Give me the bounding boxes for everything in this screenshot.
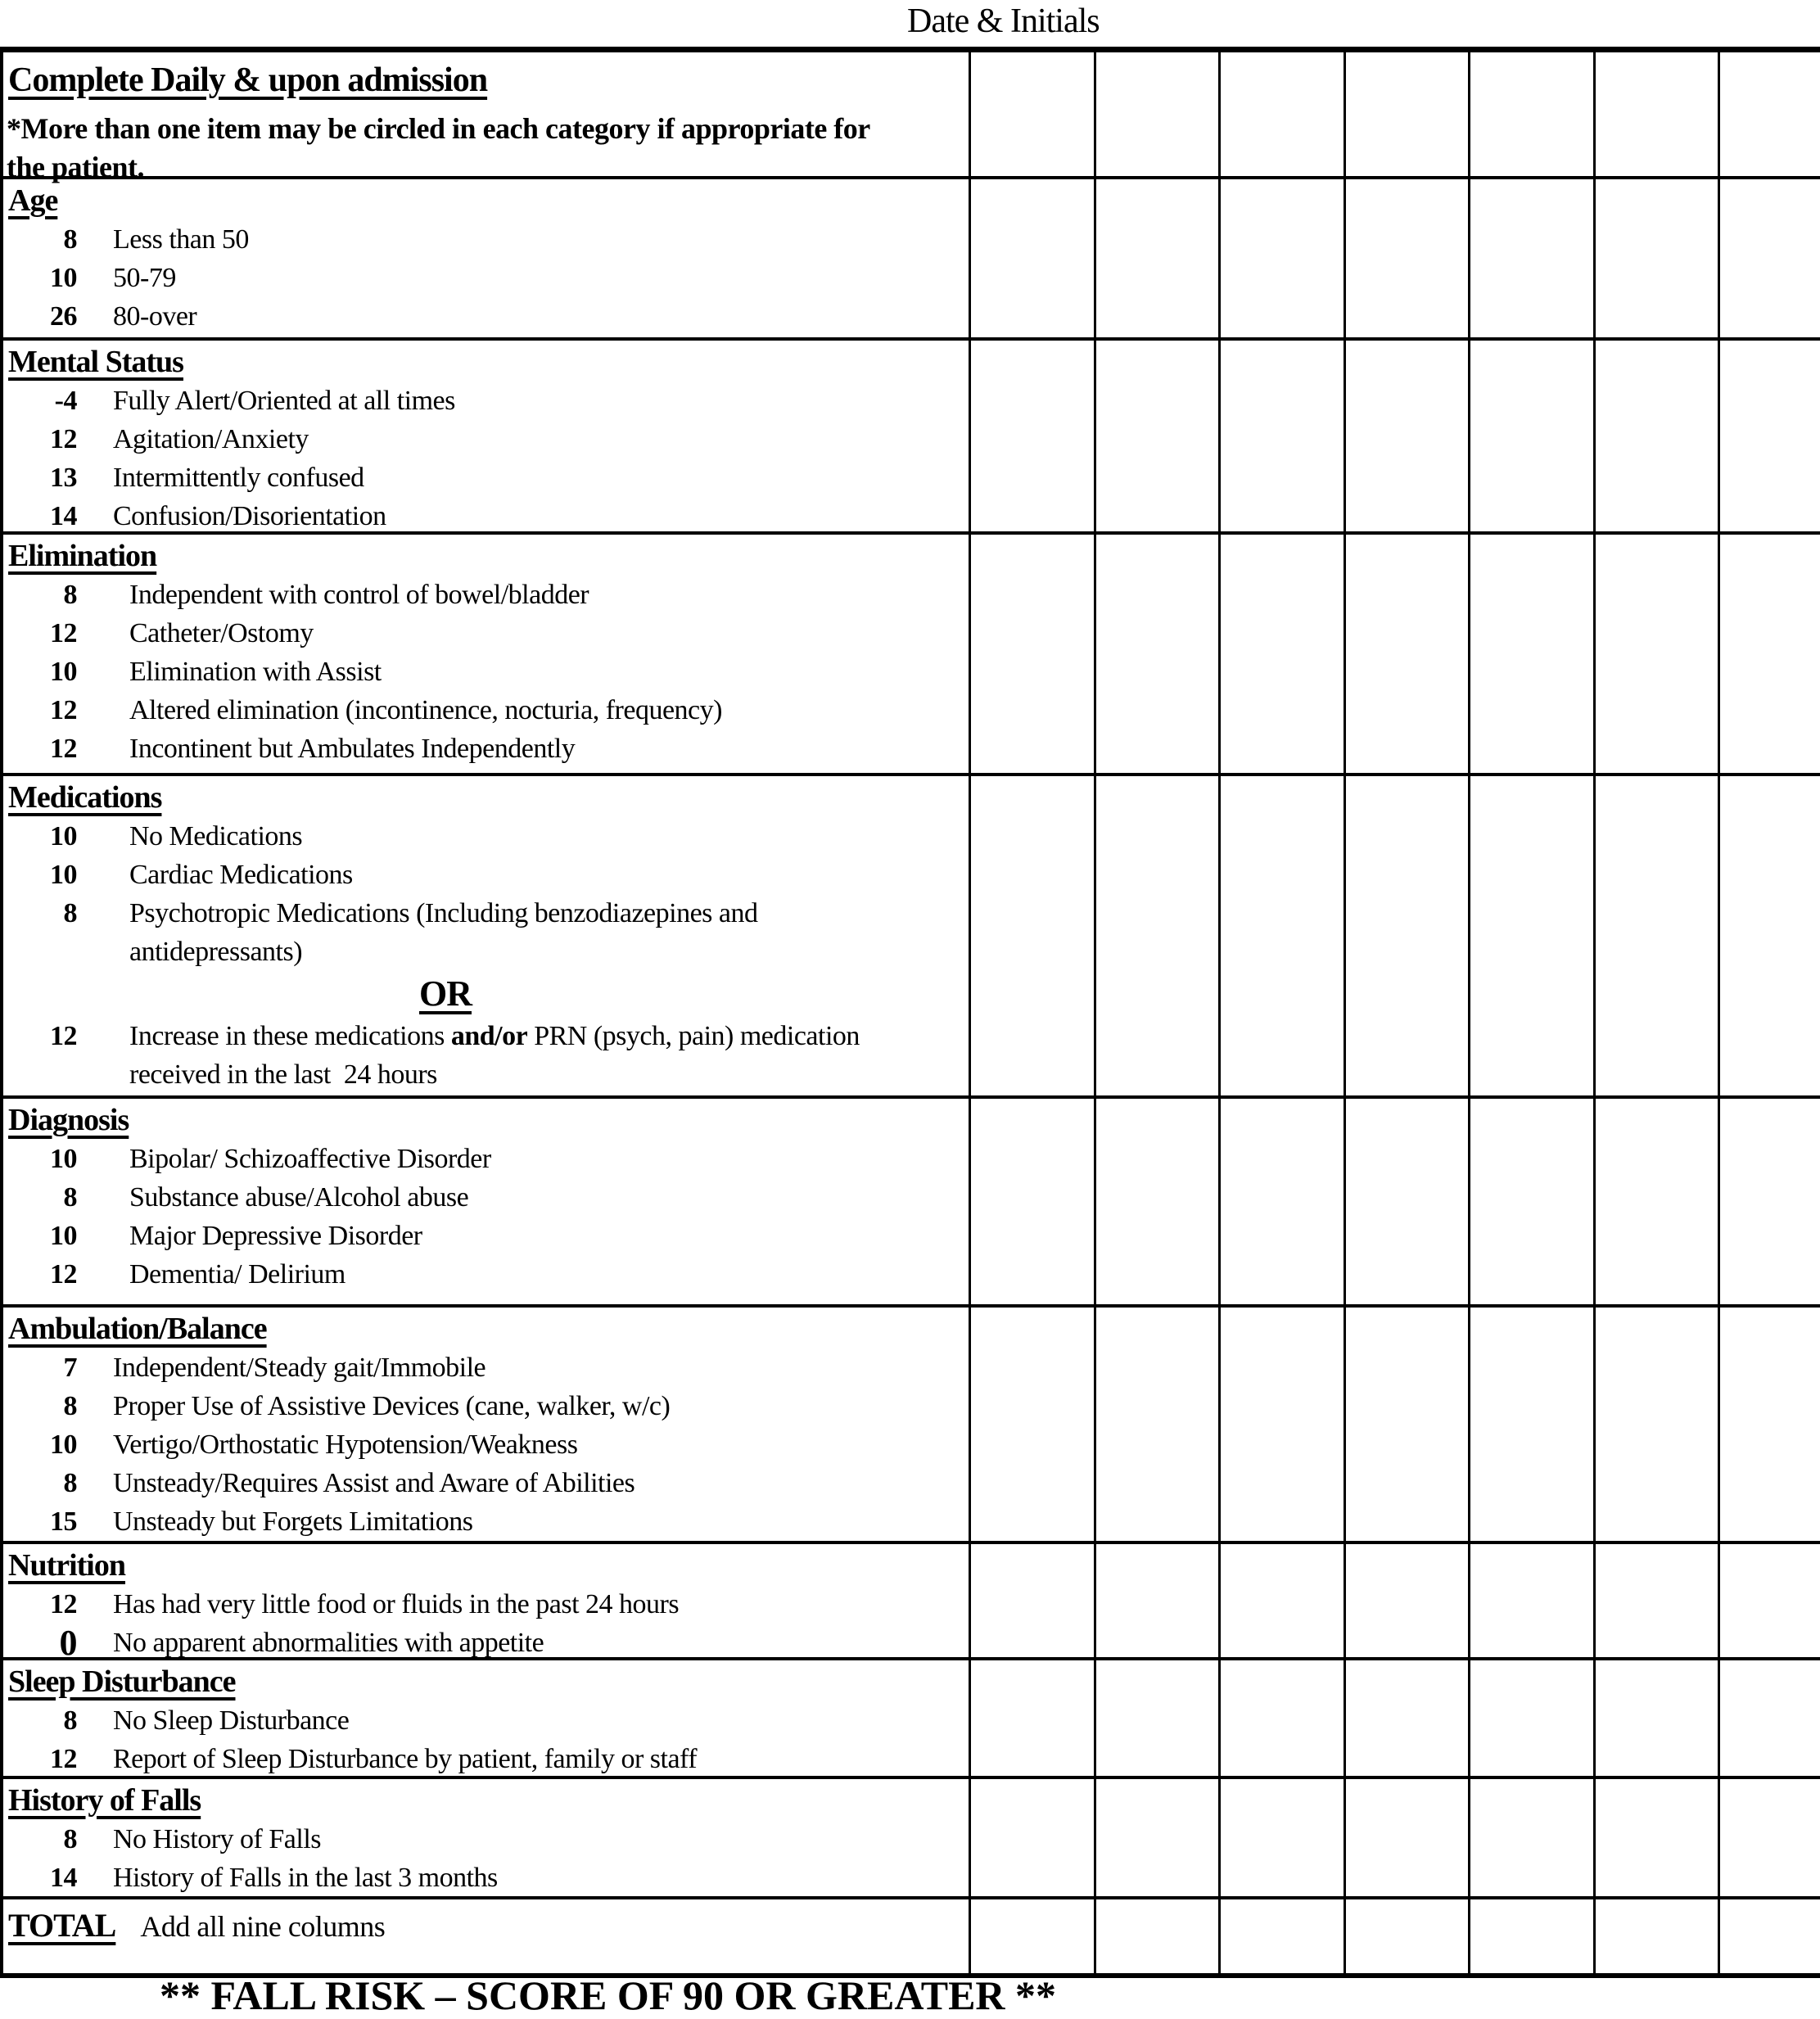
score-item: [3, 1387, 969, 1425]
date-grid-cell: [1718, 1779, 1820, 1896]
section-title: [3, 1779, 969, 1820]
score-item: [3, 856, 969, 894]
total-label: [8, 1906, 115, 1944]
item-score: -4: [54, 386, 77, 416]
item-label: Catheter/Ostomy: [129, 618, 314, 648]
date-grid-cell: [969, 1099, 1094, 1304]
score-item: [3, 1255, 969, 1294]
date-grid-cell: [1593, 1779, 1718, 1896]
date-grid-cell: [1718, 1308, 1820, 1541]
date-grid-cell: [1593, 1099, 1718, 1304]
date-grid-cell: [1468, 341, 1593, 531]
score-item: [3, 420, 969, 458]
score-item: [3, 458, 969, 497]
section-title: [3, 1544, 969, 1585]
item-label: Vertigo/Orthostatic Hypotension/Weakness: [113, 1430, 578, 1460]
score-item: [3, 1348, 969, 1387]
score-item: [3, 1502, 969, 1541]
item-score: 12: [50, 695, 77, 725]
section-history-of-falls-text: [3, 1779, 969, 1896]
date-grid-cell: [1718, 179, 1820, 337]
date-grid-cell: [1593, 179, 1718, 337]
date-grid-cell: [1094, 1308, 1219, 1541]
date-grid-cell: [1468, 1660, 1593, 1776]
item-score: 10: [50, 263, 77, 293]
assessment-table: [0, 47, 1820, 1973]
item-score: 8: [63, 1391, 77, 1421]
score-item: [3, 653, 969, 691]
date-grid-cell: [1344, 341, 1469, 531]
date-grid-cell: [1593, 52, 1718, 176]
date-grid-cell: [1468, 535, 1593, 773]
date-grid-cell: [1468, 1099, 1593, 1304]
item-label: [129, 1017, 891, 1094]
item-label: Psychotropic Medications (Including benzodiazepines and antidepressants): [129, 898, 765, 967]
section-title-text: Medications: [8, 780, 162, 815]
intro-row: [3, 47, 1820, 183]
date-grid-cell: [969, 1899, 1094, 1973]
score-item: [3, 1624, 969, 1662]
item-score: 13: [50, 463, 77, 493]
score-item: [3, 1740, 969, 1778]
section-elimination-text: [3, 535, 969, 773]
form-note: *More than one item may be circled in each category if appropriate for the patient.: [7, 112, 870, 183]
item-label: Has had very little food or fluids in the past 24 hours: [113, 1589, 680, 1619]
date-grid-cell: [1468, 1779, 1593, 1896]
score-item: [3, 259, 969, 297]
score-item: [3, 1585, 969, 1624]
date-grid-cell: [1344, 1779, 1469, 1896]
date-grid-cell: [1218, 1660, 1344, 1776]
date-grid-cell: [1218, 1099, 1344, 1304]
date-grid-cell: [1218, 179, 1344, 337]
item-label: No Medications: [129, 821, 303, 851]
date-grid-cell: [1593, 341, 1718, 531]
date-grid-cell: [969, 1660, 1094, 1776]
date-grid-cell: [1344, 1660, 1469, 1776]
or-separator-text: OR: [419, 973, 472, 1014]
date-grid-cell: [1718, 776, 1820, 1095]
score-item: [3, 817, 969, 856]
item-label: Major Depressive Disorder: [129, 1221, 422, 1251]
date-grid-cell: [1218, 535, 1344, 773]
section-diagnosis: [3, 1095, 1820, 1304]
section-title: [3, 1099, 969, 1140]
item-label: No History of Falls: [113, 1824, 321, 1854]
total-description: Add all nine columns: [140, 1910, 386, 1943]
item-label: Elimination with Assist: [129, 657, 382, 687]
section-history-of-falls: [3, 1776, 1820, 1896]
date-grid-cell: [1468, 1544, 1593, 1657]
item-score: 10: [50, 1144, 77, 1174]
item-label-part: PRN (psych, pain) medication received in the last 24 hours: [129, 1021, 866, 1090]
date-grid-cell: [1593, 1660, 1718, 1776]
section-title: [3, 341, 969, 382]
date-grid-cell: [1718, 1660, 1820, 1776]
score-item: [3, 297, 969, 336]
item-label: Dementia/ Delirium: [129, 1259, 345, 1290]
score-item: [3, 497, 969, 535]
item-score: 12: [50, 1744, 77, 1774]
score-item: [3, 1178, 969, 1217]
item-score: 8: [63, 1705, 77, 1736]
section-title-text: Elimination: [8, 539, 157, 573]
total-row: [3, 1896, 1820, 1973]
item-score: 15: [50, 1506, 77, 1537]
form-title-text: Complete Daily & upon admission: [8, 61, 488, 99]
score-item: [3, 614, 969, 653]
date-grid-cell: [1094, 1660, 1219, 1776]
total-label-text: TOTAL: [8, 1907, 116, 1944]
date-grid-cell: [1593, 1544, 1718, 1657]
item-label: History of Falls in the last 3 months: [113, 1863, 498, 1893]
date-grid-cell: [1094, 1899, 1219, 1973]
date-grid-cell: [1718, 1099, 1820, 1304]
section-title: [3, 1660, 969, 1701]
item-score: 8: [63, 1824, 77, 1854]
score-item: [3, 220, 969, 259]
date-grid-cell: [1218, 1308, 1344, 1541]
item-label: Substance abuse/Alcohol abuse: [129, 1182, 469, 1213]
section-elimination: [3, 531, 1820, 773]
item-label: Intermittently confused: [113, 463, 364, 493]
item-score: 10: [50, 1430, 77, 1460]
section-sleep-disturbance: [3, 1657, 1820, 1776]
section-title: [3, 1308, 969, 1348]
date-grid-cell: [969, 179, 1094, 337]
item-score: 12: [50, 1021, 77, 1051]
date-grid-cell: [1218, 1779, 1344, 1896]
item-label: Report of Sleep Disturbance by patient, family or staff: [113, 1744, 698, 1774]
score-item: [3, 382, 969, 420]
score-item: [3, 1820, 969, 1859]
section-age: [3, 176, 1820, 337]
score-item: [3, 1701, 969, 1740]
date-grid-cell: [1344, 1308, 1469, 1541]
item-label: Less than 50: [113, 224, 249, 255]
score-item: [3, 1140, 969, 1178]
date-grid-cell: [1718, 52, 1820, 176]
date-grid-cell: [1094, 776, 1219, 1095]
item-score: 12: [50, 1589, 77, 1619]
section-title-text: Age: [8, 183, 58, 218]
date-grid-cell: [1094, 1544, 1219, 1657]
intro-text-cell: [3, 52, 969, 183]
date-grid-cell: [1344, 52, 1469, 176]
date-grid-cell: [969, 1544, 1094, 1657]
item-score: 0: [59, 1623, 77, 1663]
date-grid-cell: [969, 52, 1094, 176]
item-label: Independent/Steady gait/Immobile: [113, 1353, 486, 1383]
item-label: 50-79: [113, 263, 176, 293]
date-grid-cell: [969, 776, 1094, 1095]
date-grid-cell: [1094, 179, 1219, 337]
date-grid-cell: [1718, 535, 1820, 773]
date-grid-cell: [1468, 776, 1593, 1095]
date-grid-cell: [1718, 1899, 1820, 1973]
item-score: 12: [50, 618, 77, 648]
date-grid-cell: [1593, 535, 1718, 773]
section-title-text: Mental Status: [8, 345, 183, 379]
item-score: 12: [50, 424, 77, 454]
section-title-text: History of Falls: [8, 1783, 201, 1818]
item-score: 8: [63, 224, 77, 255]
section-nutrition: [3, 1541, 1820, 1663]
date-grid-cell: [1344, 535, 1469, 773]
section-title: [3, 776, 969, 817]
date-grid-cell: [1718, 341, 1820, 531]
date-initials-header: Date & Initials: [907, 2, 1100, 40]
score-item: [3, 691, 969, 729]
date-grid-cell: [1218, 1544, 1344, 1657]
item-score: 10: [50, 821, 77, 851]
date-grid-cell: [1468, 1899, 1593, 1973]
score-item: [3, 1859, 969, 1897]
section-sleep-disturbance-text: [3, 1660, 969, 1776]
total-text-cell: [3, 1899, 969, 1973]
item-label: Altered elimination (incontinence, nocturia, frequency): [129, 695, 722, 725]
date-grid-cell: [1344, 776, 1469, 1095]
item-label: Fully Alert/Oriented at all times: [113, 386, 455, 416]
date-grid-cell: [1344, 1544, 1469, 1657]
score-item: [3, 1017, 969, 1094]
item-label: Incontinent but Ambulates Independently: [129, 734, 576, 764]
score-item: [3, 1425, 969, 1464]
item-label: No apparent abnormalities with appetite: [113, 1628, 544, 1658]
item-label: Bipolar/ Schizoaffective Disorder: [129, 1144, 491, 1174]
item-label: Confusion/Disorientation: [113, 501, 386, 531]
date-grid-cell: [1344, 179, 1469, 337]
item-label: Cardiac Medications: [129, 860, 353, 890]
item-score: 10: [50, 657, 77, 687]
section-title-text: Sleep Disturbance: [8, 1664, 236, 1699]
section-mental-status: [3, 337, 1820, 531]
item-score: 8: [63, 1182, 77, 1213]
section-nutrition-text: [3, 1544, 969, 1663]
date-grid-cell: [1593, 1308, 1718, 1541]
section-medications-text: [3, 776, 969, 1095]
form-title: [3, 52, 969, 100]
date-grid-cell: [1094, 535, 1219, 773]
score-item: [3, 576, 969, 614]
section-mental-status-text: [3, 341, 969, 531]
item-label-bold-part: and/or: [450, 1021, 528, 1051]
date-grid-cell: [1218, 52, 1344, 176]
section-ambulation-balance-text: [3, 1308, 969, 1541]
date-grid-cell: [1094, 52, 1219, 176]
item-score: 26: [50, 301, 77, 332]
item-label: Proper Use of Assistive Devices (cane, walker, w/c): [113, 1391, 671, 1421]
item-score: 10: [50, 860, 77, 890]
footer-band: [0, 1972, 1820, 2018]
score-item: [3, 729, 969, 768]
or-separator: [3, 973, 887, 1015]
date-grid-cell: [1218, 341, 1344, 531]
date-grid-cell: [1094, 1099, 1219, 1304]
date-grid-cell: [1593, 1899, 1718, 1973]
date-grid-cell: [1718, 1544, 1820, 1657]
date-grid-cell: [969, 341, 1094, 531]
date-grid-cell: [1218, 776, 1344, 1095]
section-diagnosis-text: [3, 1099, 969, 1304]
item-label: No Sleep Disturbance: [113, 1705, 350, 1736]
date-grid-cell: [1344, 1899, 1469, 1973]
date-grid-cell: [1468, 1308, 1593, 1541]
item-label: 80-over: [113, 301, 197, 332]
item-score: 8: [63, 580, 77, 610]
date-grid-cell: [1468, 52, 1593, 176]
section-title-text: Diagnosis: [8, 1103, 129, 1137]
item-label-part: Increase in these medications: [129, 1021, 451, 1051]
date-grid-cell: [1094, 341, 1219, 531]
date-grid-cell: [1344, 1099, 1469, 1304]
date-grid-cell: [969, 1308, 1094, 1541]
section-title: [3, 179, 969, 220]
date-grid-cell: [1094, 1779, 1219, 1896]
fall-risk-banner: ** FALL RISK – SCORE OF 90 OR GREATER **: [160, 1972, 1057, 2018]
item-score: 12: [50, 1259, 77, 1290]
date-grid-cell: [969, 535, 1094, 773]
item-score: 8: [63, 1468, 77, 1498]
item-label: Unsteady/Requires Assist and Aware of Abilities: [113, 1468, 635, 1498]
section-title-text: Ambulation/Balance: [8, 1312, 267, 1346]
section-title: [3, 535, 969, 576]
item-score: 14: [50, 501, 77, 531]
date-grid-cell: [1218, 1899, 1344, 1973]
item-score: 10: [50, 1221, 77, 1251]
score-item: [3, 894, 969, 971]
item-label: Agitation/Anxiety: [113, 424, 309, 454]
section-medications: [3, 773, 1820, 1095]
item-score: 14: [50, 1863, 77, 1893]
item-score: 8: [63, 898, 77, 928]
score-item: [3, 1217, 969, 1255]
item-score: 7: [63, 1353, 77, 1383]
item-score: 12: [50, 734, 77, 764]
date-grid-cell: [1468, 179, 1593, 337]
section-title-text: Nutrition: [8, 1548, 125, 1583]
score-item: [3, 1464, 969, 1502]
date-grid-cell: [1593, 776, 1718, 1095]
section-age-text: [3, 179, 969, 337]
item-label: Independent with control of bowel/bladder: [129, 580, 589, 610]
section-ambulation-balance: [3, 1304, 1820, 1541]
item-label: Unsteady but Forgets Limitations: [113, 1506, 473, 1537]
date-grid-cell: [969, 1779, 1094, 1896]
